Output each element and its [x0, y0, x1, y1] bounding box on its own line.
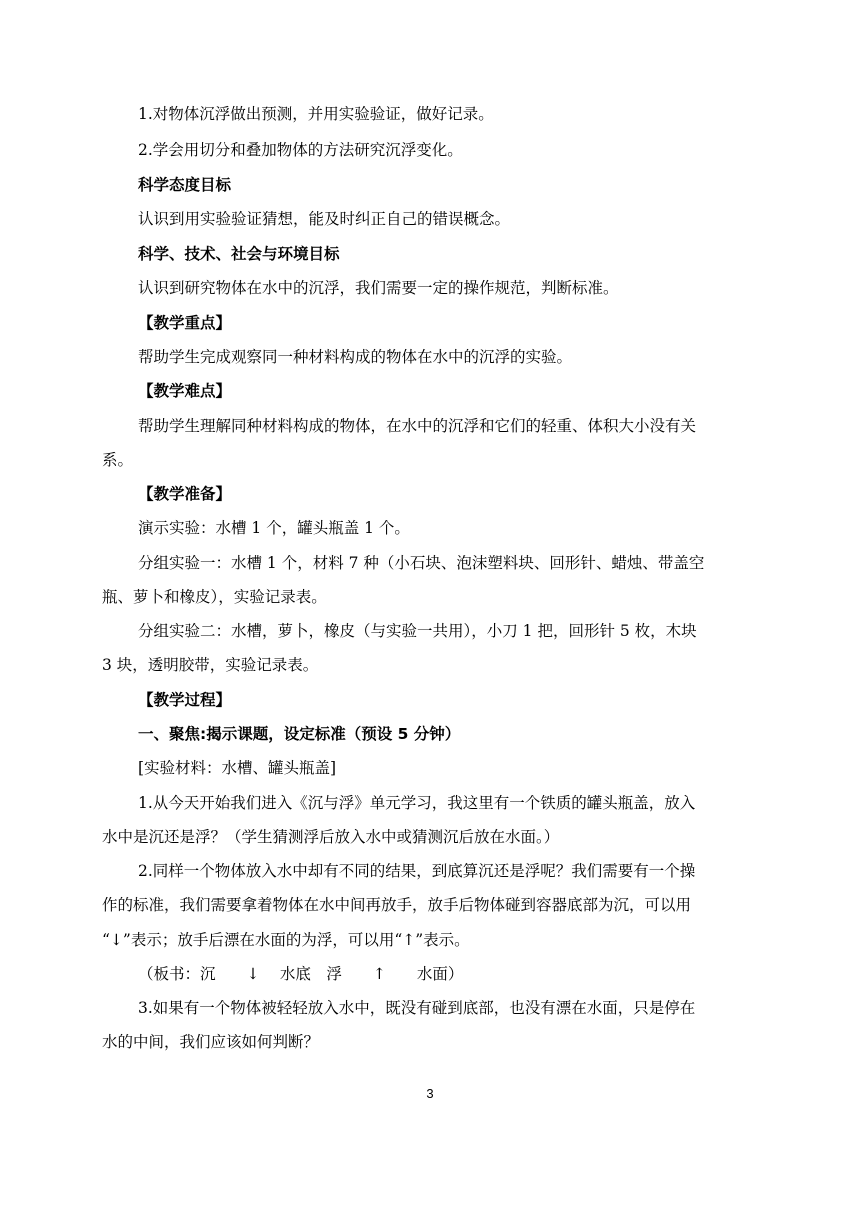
group-experiment-2-line-1: 分组实验二：水槽，萝卜，橡皮（与实验一共用），小刀 1 把，回形针 5 枚，木块: [138, 622, 697, 640]
step-1-point-2-line-2: 作的标准，我们需要拿着物体在水中间再放手，放手后物体碰到容器底部为沉，可以用: [102, 896, 692, 914]
section-heading-sts: 科学、技术、社会与环境目标: [138, 245, 340, 263]
step-1-point-2-line-3: “↓”表示；放手后漂在水面的为浮，可以用“↑”表示。: [102, 931, 470, 949]
page-number: 3: [426, 1086, 434, 1101]
group-experiment-1-line-2: 瓶、萝卜和橡皮），实验记录表。: [102, 588, 327, 606]
group-experiment-2-line-2: 3 块，透明胶带，实验记录表。: [102, 656, 319, 674]
section-heading-difficulties: 【教学难点】: [138, 382, 232, 400]
section-heading-process: 【教学过程】: [138, 691, 232, 709]
materials-text: [实验材料：水槽、罐头瓶盖]: [138, 759, 337, 777]
section-heading-preparation: 【教学准备】: [138, 485, 232, 503]
attitude-text: 认识到用实验验证猜想，能及时纠正自己的错误概念。: [138, 210, 511, 228]
step-1-point-1-line-2: 水中是沉还是浮？（学生猜测浮后放入水中或猜测沉后放在水面。）: [102, 828, 560, 846]
section-heading-attitude: 科学态度目标: [138, 176, 232, 194]
goal-item-1: 1.对物体沉浮做出预测，并用实验验证，做好记录。: [138, 105, 494, 123]
step-1-point-3-line-2: 水的中间，我们应该如何判断？: [102, 1033, 320, 1051]
demo-experiment-text: 演示实验：水槽 1 个，罐头瓶盖 1 个。: [138, 519, 410, 537]
step-1-heading: 一、聚焦:揭示课题，设定标准（预设 5 分钟）: [138, 725, 461, 743]
goal-item-2: 2.学会用切分和叠加物体的方法研究沉浮变化。: [138, 141, 463, 159]
sts-text: 认识到研究物体在水中的沉浮，我们需要一定的操作规范，判断标准。: [138, 279, 619, 297]
group-experiment-1-line-1: 分组实验一：水槽 1 个，材料 7 种（小石块、泡沫塑料块、回形针、蜡烛、带盖空: [138, 554, 705, 572]
section-heading-key-points: 【教学重点】: [138, 314, 232, 332]
blackboard-notes: （板书：沉 ↓ 水底 浮 ↑ 水面）: [138, 965, 464, 983]
key-points-text: 帮助学生完成观察同一种材料构成的物体在水中的沉浮的实验。: [138, 348, 573, 366]
difficulties-text-line-1: 帮助学生理解同种材料构成的物体，在水中的沉浮和它们的轻重、体积大小没有关: [138, 417, 697, 435]
step-1-point-3-line-1: 3.如果有一个物体被轻轻放入水中，既没有碰到底部，也没有漂在水面，只是停在: [138, 999, 696, 1017]
difficulties-text-line-2: 系。: [102, 451, 134, 469]
step-1-point-1-line-1: 1.从今天开始我们进入《沉与浮》单元学习，我这里有一个铁质的罐头瓶盖，放入: [138, 794, 696, 812]
step-1-point-2-line-1: 2.同样一个物体放入水中却有不同的结果，到底算沉还是浮呢？我们需要有一个操: [138, 862, 696, 880]
